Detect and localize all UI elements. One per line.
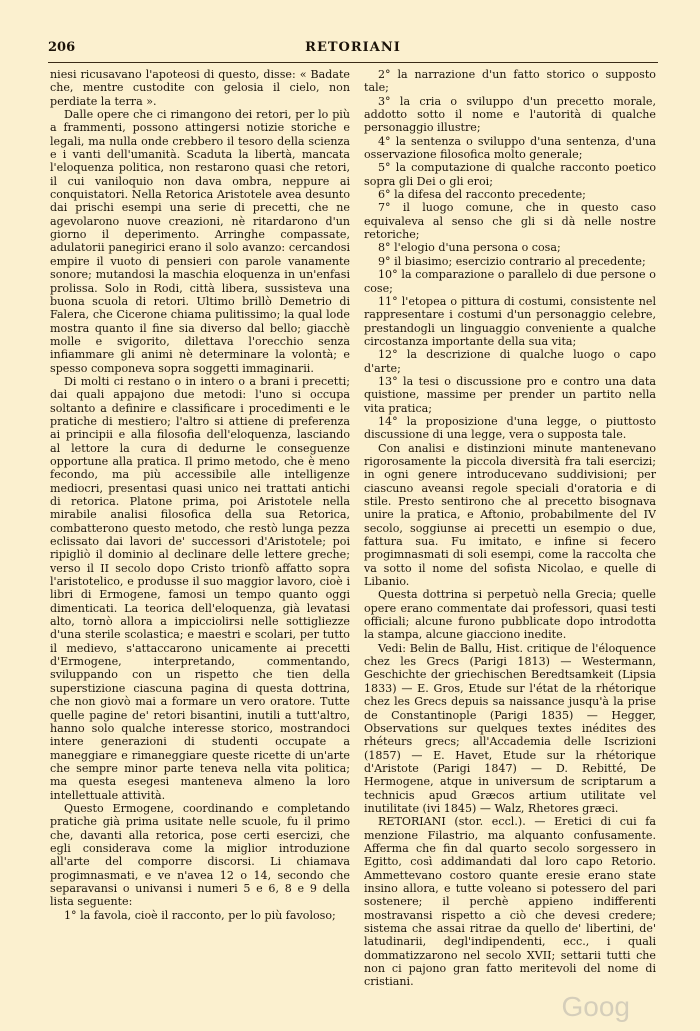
list-item: 8° l'elogio d'una persona o cosa; [378,241,561,255]
paragraph: Con analisi e distinzioni minute mantenevano rigorosamente la piccola diversità fra tali esercizi; in ogni genere introducevano suddivisioni; per ciascuno aveansi regole speciali d'oratoria e di stile. Presto sentirono che al precetto bisognava unire la pratica, e Aftonio, probabilmente del IV secolo, soggiunse ai precetti un esempio o due, fattura sua. Fu imitato, e infine si fecero progimnasmati di soli esempi, come la raccolta che va sotto il nome del sofista Nicolao, e quelle di Libanio. [364,441,656,589]
right-column [364,68,656,988]
paragraph: niesi ricusavano l'apoteosi di questo, disse: « Badate che, mentre custodite con gelosia il cielo, non perdiate la terra ». [50,68,350,108]
list-item: 4° la sentenza o sviluppo d'una sentenza, d'una osservazione filosofica molto generale; [364,134,656,162]
list-item: 7° il luogo comune, che in questo caso equivaleva al senso che gli si dà nelle nostre retoriche; [364,201,656,242]
list-item: 13° la tesi o discussione pro e contro una data quistione, massime per prender un partito nella vita pratica; [364,374,656,415]
list-item: 1° la favola, cioè il racconto, per lo più favoloso; [64,908,336,922]
page-header [48,40,658,58]
list-item: 9° il biasimo; esercizio contrario al precedente; [378,254,646,268]
left-column [50,68,350,988]
list-item: 10° la comparazione o parallelo di due persone o cose; [364,268,656,295]
bibliography: Vedi: Belin de Ballu, Hist. critique de l'éloquence chez les Grecs (Parigi 1813) — Westermann, Geschichte der griechischen Beredtsamkeit (Lipsia 1833) — E. Gros, Etude sur l'état de la rhétorique chez les Grecs depuis sa naissance jusqu'à la prise de Constantinople (Parigi 1835) — Hegger, Observations sur quelques textes inédites des rhéteurs grecs; all'Accademia delle Iscrizioni (1857) — E. Havet, Etude sur la rhétorique d'Aristote (Parigi 1847) — D. Rebitté, De Hermogene, atque in universum de scriptarum a technicis apud Græcos artium utilitate vel inutilitate (ivi 1845) — Walz, Rhetores græci. [364,641,656,815]
list-item: 2° la narrazione d'un fatto storico o supposto tale; [364,68,656,95]
list-item: 11° l'etopea o pittura di costumi, consistente nel rappresentare i costumi d'un personaggio celebre, prestandogli un linguaggio conveniente a qualche circostanza importante della sua vita; [364,294,656,348]
list-item: 14° la proposizione d'una legge, o piuttosto discussione di una legge, vera o supposta tale. [364,414,656,442]
entry-retoriani: RETORIANI (stor. eccl.). — Eretici di cui fa menzione Filastrio, ma alquanto confusamente. Afferma che fin dal quarto secolo sorgessero in Egitto, così addimandati dal loro capo Retorio. Ammettevano costoro quante eresie erano state insino allora, e tutte voleano si potessero del pari sostenere; il perchè appieno indifferenti mostravansi rispetto a ciò che devesi credere; sistema che assai ritrae da quello de' libertini, de' latudinarii, degl'indipendenti, ecc., i quali dommatizzarono nel secolo XVII; settarii tutti che non ci pajono gran fatto meritevoli del nome di cristiani. [364,815,656,988]
list-item: 5° la computazione di qualche racconto poetico sopra gli Dei o gli eroi; [364,161,656,188]
header-rule [48,62,658,63]
paragraph: Questa dottrina si perpetuò nella Grecia; quelle opere erano commentate dai professori, quasi testi officiali; alcune furono pubblicate dopo introdotta la stampa, alcune giacciono inedite. [364,588,656,642]
list-item: 12° la descrizione di qualche luogo o capo d'arte; [364,348,656,375]
paragraph: Dalle opere che ci rimangono dei retori, per lo più a frammenti, possono attingersi notizie storiche e legali, ma nulla onde crebbero il tesoro della scienza e i vanti dell'umanità. Scaduta la libertà, mancata l'eloquenza politica, non restarono quasi che retori, il cui vaniloquio non dava ombra, neppure ai conquistatori. Nella Retorica Aristotele avea desunto dai prischi esempi una serie di precetti, che ne agevolarono nuove creazioni, nè ritardarono d'un giorno il deperimento. Arringhe compassate, adulatorii panegirici erano il solo avanzo: cercandosi empire il vuoto di pensieri con parole vanamente sonore; mutandosi la maschia eloquenza in un'enfasi prolissa. Solo in Rodi, città libera, sussisteva una buona scuola di retori. Ultimo brillò Demetrio di Falera, che Cicerone chiama pulitissimo; la qual lode mostra quanto il fine sia diverso dal bello; giacchè molle e svigorito, dilettava l'orecchio senza infiammare gli animi nè determinare la volontà; e spesso componeva sopra soggetti immaginarii. [50,108,350,375]
running-title: RETORIANI [305,40,401,55]
page-number: 206 [48,40,76,55]
paragraph: Questo Ermogene, coordinando e completando pratiche già prima usitate nelle scuole, fu il primo che, davanti alla retorica, pose certi esercizi, che egli considerava come la miglior introduzione all'arte del comporre discorsi. Li chiamava progimnasmati, e ve n'avea 12 o 14, secondo che separavansi o univansi i numeri 5 e 6, 8 e 9 della lista seguente: [50,801,350,909]
list-item: 6° la difesa del racconto precedente; [378,188,586,202]
paragraph: Di molti ci restano o in intero o a brani i precetti; dai quali appajono due metodi: l'uno si occupa soltanto a definire e classificare i procedimenti e le pratiche di mestiero; l'altro si attiene di preferenza ai principii e alla filosofia dell'eloquenza, lasciando al lettore la cura di dedurne le conseguenze opportune alla pratica. Il primo metodo, che è meno fecondo, ma più accessibile alle intelligenze mediocri, presentasi quasi unico nei trattati antichi di retorica. Platone prima, poi Aristotele nella mirabile analisi filosofica della sua Retorica, combatterono questo metodo, che restò lunga pezza eclissato dai lavori de' successori d'Aristotele; poi ripigliò il dominio al declinare delle lettere greche; verso il II secolo dopo Cristo trionfò affatto sopra l'aristotelico, e produsse il suo maggior lavoro, cioè i libri di Ermogene, famosi un tempo quanto oggi dimenticati. La teorica dell'eloquenza, già levatasi alto, tornò allora a impicciolirsi nelle sottigliezze d'una sterile scolastica; e maestri e scolari, per tutto il medievo, s'attaccarono unicamente ai precetti d'Ermogene, interpretando, commentando, sviluppando con un rispetto che tien della superstizione ciascuna pagina di questa dottrina, che non giovò mai a formare un vero oratore. Tutte quelle pagine de' retori bisantini, inutili a tutt'altro, hanno solo qualche interesse storico, mostrandoci intere generazioni di studenti occupate a maneggiare e rimaneggiare queste ricette di un'arte che sempre minor parte teneva nella vita politica; ma questa esegesi manteneva almeno la loro intellettuale attività. [50,374,350,802]
list-item: 3° la cria o sviluppo d'un precetto morale, addotto sotto il nome e l'autorità di qualche personaggio illustre; [364,94,656,135]
watermark: Goog [561,991,630,1022]
